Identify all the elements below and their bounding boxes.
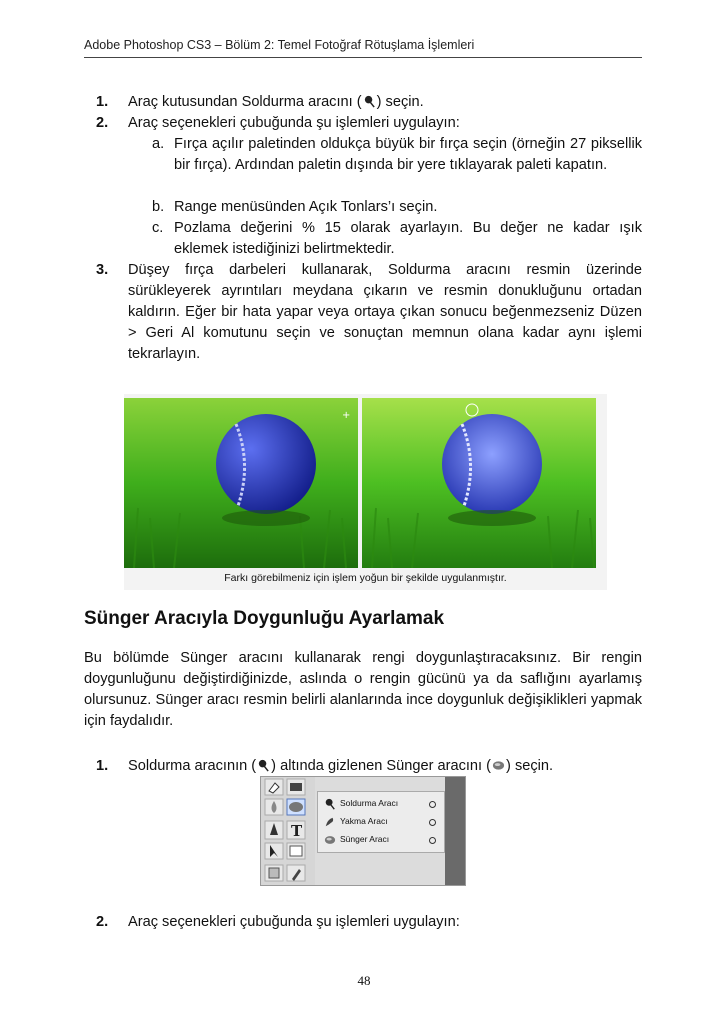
step-text: ) altında gizlenen Sünger aracını ( <box>271 758 492 774</box>
before-photo <box>124 398 358 568</box>
section-title: Sünger Aracıyla Doygunluğu Ayarlamak <box>84 608 445 629</box>
flyout-item-dodge[interactable] <box>318 796 444 812</box>
flyout-item-label: Yakma Aracı <box>340 816 388 826</box>
after-photo <box>362 398 596 568</box>
substep-text: Fırça açılır paletinden oldukça büyük bir fırça seçin (örneğin 27 piksellik bir fırça). Ardından paletin dışında bir yere tıklayarak paleti kapatın. <box>174 136 642 173</box>
substep-text: Pozlama değerini % 15 olarak ayarlayın. Bu değer ne kadar ışık eklemek istediğinizi belirtmektedir. <box>174 220 642 257</box>
tool-column <box>261 777 315 885</box>
dodge-icon <box>363 95 376 108</box>
step-text: ) seçin. <box>376 94 424 110</box>
substep-letter: a. <box>152 136 165 152</box>
substep-text: Range menüsünden Açık Tonlars’ı seçin. <box>174 199 438 215</box>
step-number: 1. <box>96 94 109 110</box>
step-text: Araç seçenekleri çubuğunda şu işlemleri uygulayın: <box>128 115 460 131</box>
flyout-item-label: Sünger Aracı <box>340 834 390 844</box>
substep-letter: b. <box>152 199 165 215</box>
step-number: 2. <box>96 914 109 930</box>
sponge-icon <box>492 759 505 772</box>
dodge-icon <box>257 759 270 772</box>
flyout-item-label: Soldurma Aracı <box>340 798 399 808</box>
step-number: 2. <box>96 115 109 131</box>
substep-letter: c. <box>152 220 164 236</box>
flyout-item-burn[interactable] <box>318 814 444 830</box>
step-text: Araç seçenekleri çubuğunda şu işlemleri uygulayın: <box>128 914 460 930</box>
figure-caption: Farkı görebilmeniz için işlem yoğun bir şekilde uygulanmıştır. <box>224 572 507 584</box>
dodge-icon <box>324 798 336 810</box>
step-number: 3. <box>96 262 109 278</box>
shortcut-dot <box>429 837 436 844</box>
section-intro: Bu bölümde Sünger aracını kullanarak rengi doygunlaştıracaksınız. Bir rengin doygunluğunu değiştirdiğinizde, aslında o rengin gücünü ya da saflığını ayarlamış olursunuz. Sünger aracı resmin belirli alanlarında ince doygunluk değişiklikleri yapmak için faydalıdır. <box>84 650 642 729</box>
running-header: Adobe Photoshop CS3 – Bölüm 2: Temel Fotoğraf Rötuşlama İşlemleri <box>84 38 642 58</box>
svg-text:+: + <box>342 410 351 421</box>
flyout-item-sponge[interactable] <box>318 832 444 848</box>
step-text: Araç kutusundan Soldurma aracını ( <box>128 94 362 110</box>
page-number: 48 <box>357 973 371 988</box>
step-text: ) seçin. <box>506 758 554 774</box>
sponge-icon <box>323 834 337 846</box>
shortcut-dot <box>429 819 436 826</box>
svg-text:T: T <box>291 822 303 840</box>
panel-background-strip <box>445 777 465 885</box>
tool-flyout-menu <box>317 791 445 853</box>
burn-icon <box>324 816 336 828</box>
step-text: Düşey fırça darbeleri kullanarak, Soldurma aracını resmin üzerinde sürükleyerek ayrıntıları meydana çıkarın ve resmin donukluğunu ortadan kaldırın. Eğer bir hata yapar veya ortaya çıkan sonucu beğenmezseniz Düzen > Geri Al komutunu seçin ve sonuçtan memnun olana kadar aynı işlemi tekrarlayın. <box>128 262 642 362</box>
step-text: Soldurma aracının ( <box>128 758 257 774</box>
comparison-figure <box>124 394 607 590</box>
shortcut-dot <box>429 801 436 808</box>
tools-panel-screenshot <box>260 776 466 886</box>
step-number: 1. <box>96 758 109 774</box>
